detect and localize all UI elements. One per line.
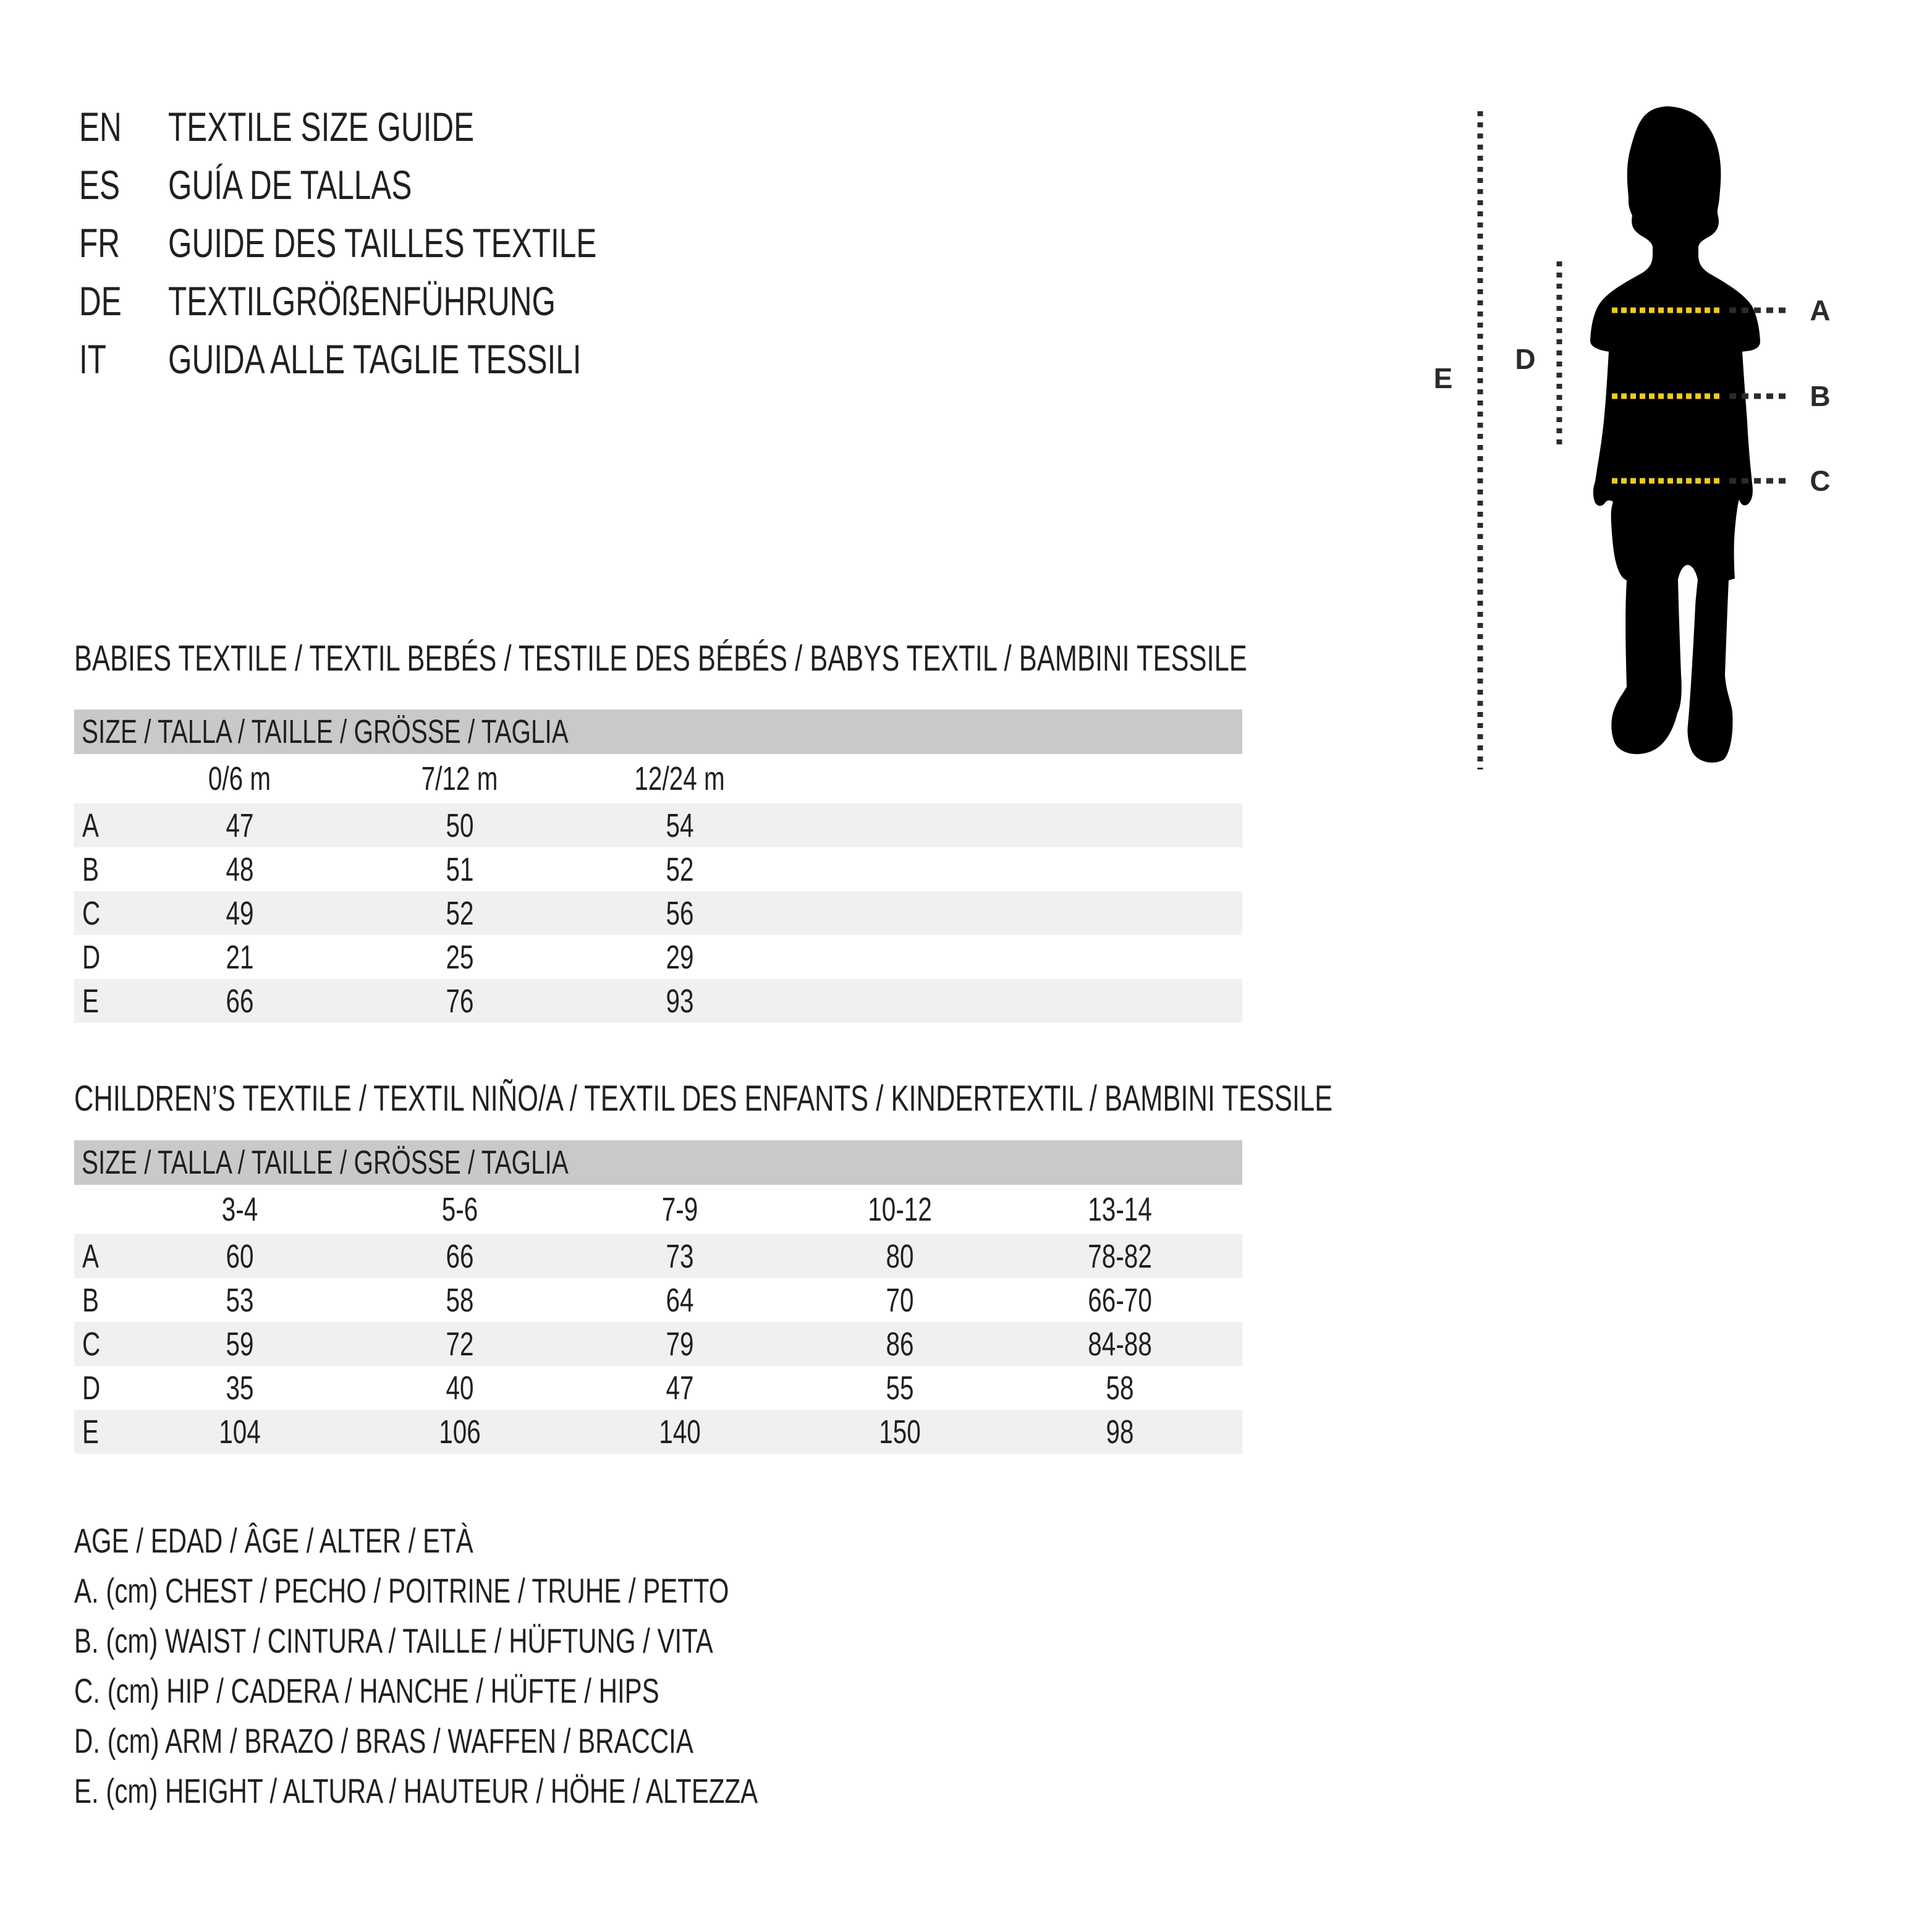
size-header-text: SIZE / TALLA / TAILLE / GRÖSSE / TAGLIA	[82, 1144, 569, 1181]
cell-value: 86	[886, 1325, 914, 1363]
cell-value: 47	[226, 807, 254, 844]
measurement-legend	[74, 1515, 986, 1816]
lang-row-de	[79, 272, 739, 330]
lang-title: GUIDA ALLE TAGLIE TESSILI	[168, 336, 582, 382]
cell-value: 35	[226, 1369, 254, 1407]
cell-value: 51	[446, 850, 474, 888]
legend-line-hip: C. (cm) HIP / CADERA / HANCHE / HÜFTE / HIPS	[74, 1671, 659, 1710]
table-row	[74, 935, 1242, 979]
row-label: A	[82, 807, 100, 844]
cell-value: 40	[446, 1369, 474, 1407]
cell-value: 29	[666, 938, 694, 976]
cell-value: 60	[226, 1237, 254, 1275]
cell-value: 66	[446, 1237, 474, 1275]
cell-value: 140	[659, 1413, 701, 1451]
column-header: 0/6 m	[208, 760, 271, 797]
cell-value: 64	[666, 1281, 694, 1319]
cell-value: 106	[439, 1413, 481, 1451]
cell-value: 55	[886, 1369, 914, 1407]
legend-line-chest: A. (cm) CHEST / PECHO / POITRINE / TRUHE / PETTO	[74, 1571, 729, 1610]
cell-value: 21	[226, 938, 254, 976]
cell-value: 59	[226, 1325, 254, 1363]
children-size-header-bar	[74, 1140, 1242, 1185]
table-row	[74, 803, 1242, 847]
children-size-table	[74, 1140, 1242, 1454]
table-row	[74, 1278, 1242, 1322]
cell-value: 52	[446, 894, 474, 932]
cell-value: 52	[666, 850, 694, 888]
lang-title: GUÍA DE TALLAS	[168, 162, 412, 208]
cell-value: 66-70	[1088, 1281, 1152, 1319]
row-label: C	[82, 1325, 101, 1363]
row-label: B	[82, 1281, 100, 1319]
row-label: D	[82, 938, 101, 976]
cell-value: 79	[666, 1325, 694, 1363]
cell-value: 48	[226, 850, 254, 888]
column-header: 12/24 m	[634, 760, 726, 797]
babies-section-title-text: BABIES TEXTILE / TEXTIL BEBÉS / TESTILE DES BÉBÉS / BABYS TEXTIL / BAMBINI TESSILE	[74, 638, 1247, 679]
babies-column-header-row	[74, 754, 1242, 803]
cell-value: 25	[446, 938, 474, 976]
arm-label: D	[1515, 343, 1536, 375]
hip-label: C	[1810, 465, 1831, 497]
cell-value: 76	[446, 982, 474, 1020]
babies-section-title	[74, 637, 1638, 680]
cell-value: 47	[666, 1369, 694, 1407]
chest-label: A	[1810, 294, 1831, 326]
table-row	[74, 847, 1242, 891]
cell-value: 50	[446, 807, 474, 844]
column-header: 10-12	[868, 1191, 932, 1228]
lang-code: EN	[79, 104, 122, 150]
babies-size-table	[74, 710, 1242, 1023]
lang-code: DE	[79, 278, 122, 324]
waist-label: B	[1810, 380, 1831, 412]
legend-line-age: AGE / EDAD / ÂGE / ALTER / ETÀ	[74, 1521, 473, 1560]
column-header: 13-14	[1088, 1191, 1152, 1228]
row-label: B	[82, 850, 100, 888]
column-header: 7/12 m	[422, 760, 498, 797]
lang-row-it	[79, 330, 739, 388]
lang-title: TEXTILE SIZE GUIDE	[168, 104, 475, 150]
cell-value: 72	[446, 1325, 474, 1363]
lang-title: GUIDE DES TAILLES TEXTILE	[168, 220, 597, 266]
cell-value: 54	[666, 807, 694, 844]
cell-value: 58	[446, 1281, 474, 1319]
table-row	[74, 979, 1242, 1023]
cell-value: 98	[1106, 1413, 1134, 1451]
cell-value: 104	[219, 1413, 261, 1451]
column-header: 7-9	[661, 1191, 698, 1228]
height-label: E	[1433, 362, 1453, 394]
row-label: A	[82, 1237, 100, 1275]
children-section-title-text: CHILDREN’S TEXTILE / TEXTIL NIÑO/A / TEXTIL DES ENFANTS / KINDERTEXTIL / BAMBINI TESSILE	[74, 1078, 1333, 1119]
cell-value: 78-82	[1088, 1237, 1152, 1275]
lang-row-fr	[79, 214, 739, 272]
row-label: E	[82, 982, 100, 1020]
cell-value: 49	[226, 894, 254, 932]
cell-value: 53	[226, 1281, 254, 1319]
cell-value: 73	[666, 1237, 694, 1275]
lang-code: ES	[79, 162, 121, 208]
legend-line-waist: B. (cm) WAIST / CINTURA / TAILLE / HÜFTUNG / VITA	[74, 1621, 713, 1660]
table-row	[74, 1234, 1242, 1278]
table-row	[74, 1410, 1242, 1454]
table-row	[74, 1366, 1242, 1410]
lang-row-es	[79, 156, 739, 214]
cell-value: 84-88	[1088, 1325, 1152, 1363]
row-label: D	[82, 1369, 101, 1407]
children-section-title	[74, 1077, 1752, 1120]
size-header-text: SIZE / TALLA / TAILLE / GRÖSSE / TAGLIA	[82, 713, 569, 750]
babies-size-header-bar	[74, 710, 1242, 754]
cell-value: 58	[1106, 1369, 1134, 1407]
row-label: E	[82, 1413, 100, 1451]
legend-line-height: E. (cm) HEIGHT / ALTURA / HAUTEUR / HÖHE / ALTEZZA	[74, 1771, 758, 1810]
column-header: 5-6	[441, 1191, 478, 1228]
cell-value: 66	[226, 982, 254, 1020]
children-column-header-row	[74, 1185, 1242, 1234]
lang-title: TEXTILGRÖßENFÜHRUNG	[168, 278, 556, 324]
row-label: C	[82, 894, 101, 932]
column-header: 3-4	[221, 1191, 258, 1228]
lang-code: IT	[79, 336, 106, 382]
language-title-list	[79, 98, 739, 388]
cell-value: 70	[886, 1281, 914, 1319]
cell-value: 150	[879, 1413, 921, 1451]
lang-row-en	[79, 98, 739, 156]
legend-line-arm: D. (cm) ARM / BRAZO / BRAS / WAFFEN / BRACCIA	[74, 1721, 693, 1760]
table-row	[74, 1322, 1242, 1366]
cell-value: 93	[666, 982, 694, 1020]
cell-value: 56	[666, 894, 694, 932]
table-row	[74, 891, 1242, 935]
lang-code: FR	[79, 220, 120, 266]
cell-value: 80	[886, 1237, 914, 1275]
